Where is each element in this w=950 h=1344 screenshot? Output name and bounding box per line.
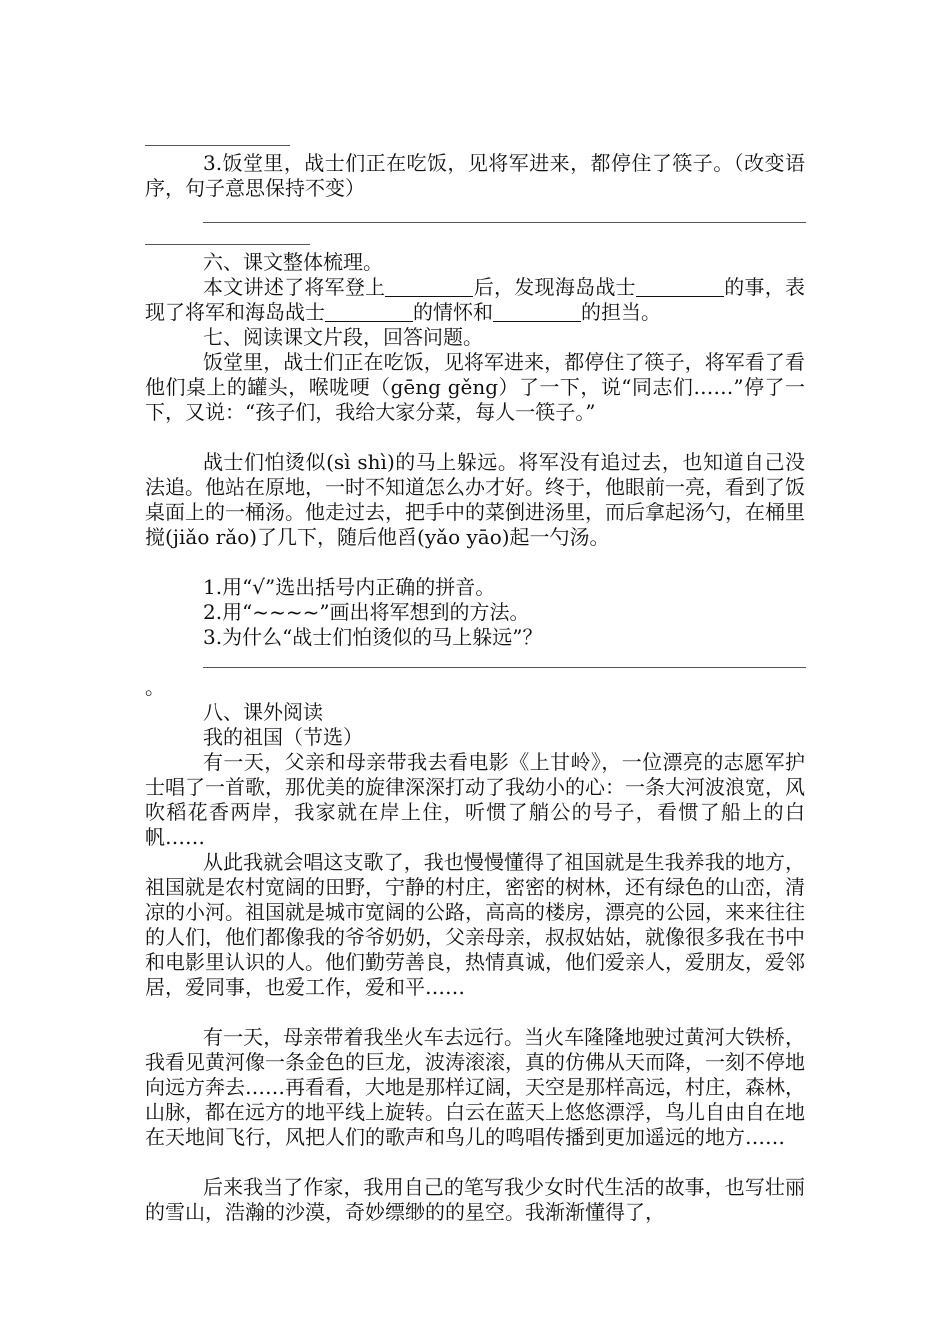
section-6-text-2: 后，发现海岛战士 bbox=[473, 275, 636, 299]
answer-end-mark: 。 bbox=[145, 675, 165, 699]
section-8-heading: 八、课外阅读 bbox=[203, 700, 323, 724]
section-6-heading: 六、课文整体梳理。 bbox=[203, 250, 383, 274]
blank-2[interactable] bbox=[636, 276, 724, 297]
answer-line-section-7[interactable] bbox=[203, 667, 806, 668]
blank-3[interactable] bbox=[325, 301, 413, 322]
answer-line-top bbox=[145, 145, 290, 146]
article-paragraph-3: 有一天，母亲带着我坐火车去远行。当火车隆隆地驶过黄河大铁桥，我看见黄河像一条金色的巨龙，波涛滚滚，真的仿佛从天而降，一刻不停地向远方奔去……再看看，大地是那样辽阔，天空是那样高远，村庄，森林，山脉，都在远方的地平线上旋转。白云在蓝天上悠悠漂浮，鸟儿自由自在地在天地间飞行，风把人们的歌声和鸟儿的鸣唱传播到更加遥远的地方…… bbox=[145, 1025, 805, 1149]
section-7-question-3: 3.为什么“战士们怕烫似的马上躲远”？ bbox=[203, 625, 543, 649]
section-6-text-3: 的事，表现了将军和海岛战士 bbox=[145, 275, 806, 324]
article-title: 我的祖国（节选） bbox=[203, 725, 363, 749]
answer-line-q3-end[interactable] bbox=[145, 244, 310, 245]
article-paragraph-2: 从此我就会唱这支歌了，我也慢慢懂得了祖国就是生我养我的地方，祖国就是农村宽阔的田野，宁静的村庄，密密的树林，还有绿色的山峦，清凉的小河。祖国就是城市宽阔的公路，高高的楼房，漂亮的公园，来来往往的人们，他们都像我的爷爷奶奶，父亲母亲，叔叔姑姑，就像很多我在书中和电影里认识的人。他们勤劳善良，热情真诚，他们爱亲人，爱朋友，爱邻居，爱同事，也爱工作，爱和平…… bbox=[145, 850, 805, 999]
section-7-heading: 七、阅读课文片段，回答问题。 bbox=[203, 325, 483, 349]
section-7-passage-2: 战士们怕烫似(sì shì)的马上躲远。将军没有追过去，也知道自己没法追。他站在原地，一时不知道怎么办才好。终于，他眼前一亮，看到了饭桌面上的一桶汤。他走过去，把手中的菜倒进汤里，而后拿起汤勺，在桶里搅(jiǎo rǎo)了几下，随后他舀(yǎo yāo)起一勺汤。 bbox=[145, 450, 805, 549]
blank-4[interactable] bbox=[493, 301, 581, 322]
section-6-fill-in bbox=[145, 275, 805, 325]
section-6-text-1: 本文讲述了将军登上 bbox=[203, 275, 386, 299]
article-paragraph-1: 有一天，父亲和母亲带我去看电影《上甘岭》，一位漂亮的志愿军护士唱了一首歌，那优美的旋律深深打动了我幼小的心：一条大河波浪宽，风吹稻花香两岸，我家就在岸上住，听惯了艄公的号子，看惯了船上的白帆…… bbox=[145, 750, 805, 849]
section-6-text-5: 的担当。 bbox=[581, 300, 661, 324]
section-7-passage-1: 饭堂里，战士们正在吃饭，见将军进来，都停住了筷子，将军看了看他们桌上的罐头，喉咙哽（gēng gěng）了一下，说“同志们……”停了一下，又说：“孩子们，我给大家分菜，每人一筷子。” bbox=[145, 350, 805, 424]
blank-1[interactable] bbox=[385, 276, 473, 297]
section-7-question-2: 2.用“~~~~”画出将军想到的方法。 bbox=[203, 600, 530, 624]
section-7-question-1: 1.用“√”选出括号内正确的拼音。 bbox=[203, 575, 496, 599]
article-paragraph-4: 后来我当了作家，我用自己的笔写我少女时代生活的故事，也写壮丽的雪山，浩瀚的沙漠，奇妙缥缈的的星空。我渐渐懂得了， bbox=[145, 1175, 805, 1224]
section-6-text-4: 的情怀和 bbox=[413, 300, 493, 324]
answer-line-q3[interactable] bbox=[203, 222, 806, 223]
question-3-reorder: 3.饭堂里，战士们正在吃饭，见将军进来，都停住了筷子。（改变语序，句子意思保持不变） bbox=[145, 151, 805, 200]
